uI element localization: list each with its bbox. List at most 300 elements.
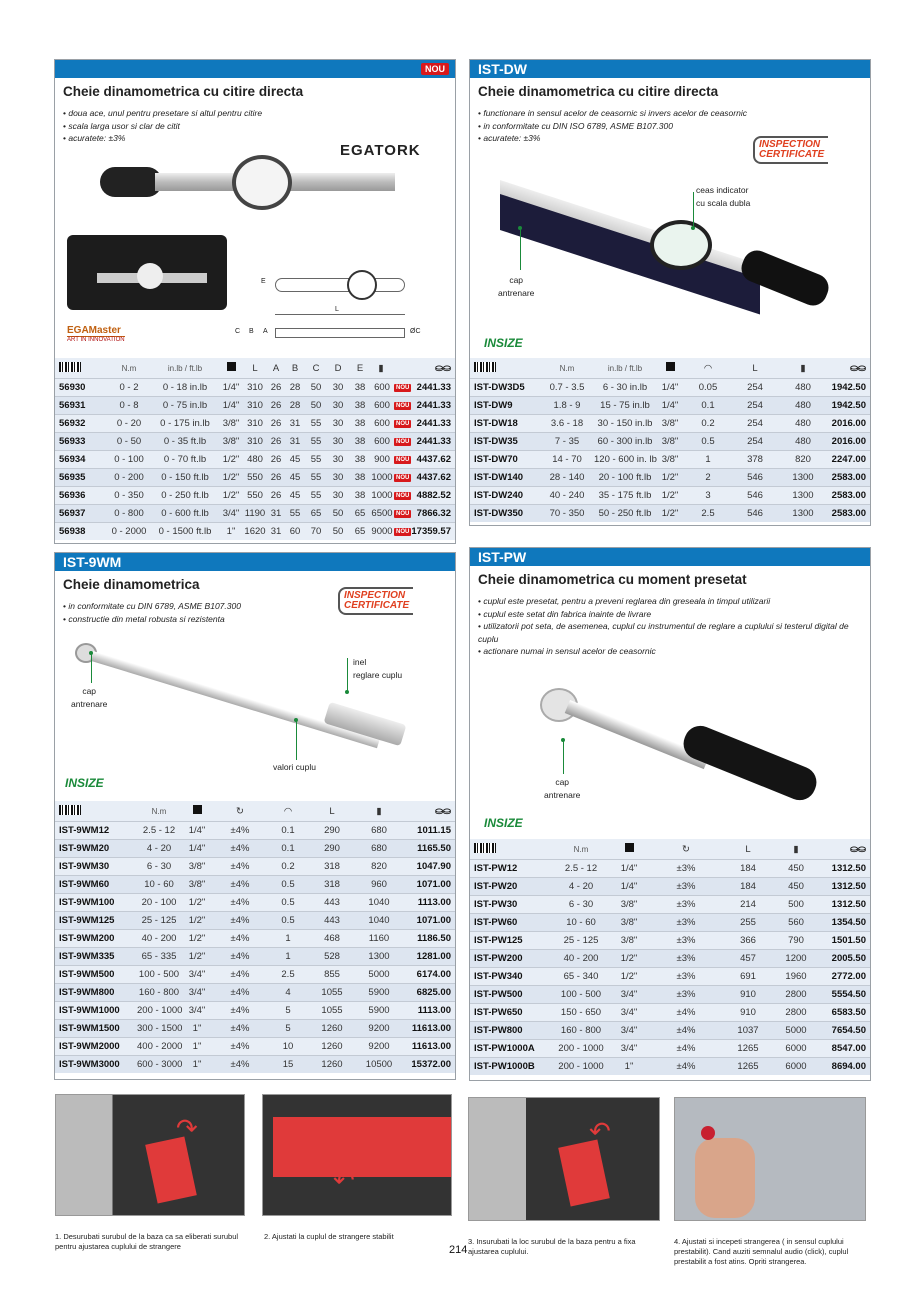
table-row: [55, 1055, 455, 1073]
cell-inlb: 50 - 250 ft.lb: [598, 508, 652, 519]
barcode-icon: [474, 843, 496, 853]
cell-w: 1200: [785, 953, 807, 964]
cell-w: 6000: [785, 1043, 807, 1054]
cell-drive: 1/2": [222, 472, 240, 483]
step-3-caption: 3. Insurubati la loc surubul de la baza pentru a fixa ajustarea cuplului.: [468, 1237, 636, 1256]
cell-code: IST-PW20: [474, 881, 518, 892]
cell-B: 28: [289, 400, 301, 411]
cell-price: 2772.00: [831, 971, 866, 982]
cell-B: 28: [289, 382, 301, 393]
drive-head-callout: cap antrenare: [498, 275, 535, 298]
cell-w: 600: [374, 382, 390, 393]
cell-D: 30: [332, 418, 344, 429]
cell-price: 1312.50: [831, 899, 866, 910]
cell-acc: ±4%: [230, 1041, 250, 1052]
table-row: [470, 1039, 870, 1057]
cell-w: 450: [788, 881, 804, 892]
cell-B: 55: [289, 508, 301, 519]
table-row: [55, 965, 455, 983]
cell-code: 56937: [59, 508, 86, 519]
cell-L: 691: [740, 971, 756, 982]
cell-drive: 3/8": [620, 935, 638, 946]
cell-acc: ±3%: [676, 881, 696, 892]
cell-price: 1047.90: [416, 861, 451, 872]
cell-L: 546: [747, 508, 763, 519]
table-row: [470, 931, 870, 949]
cell-C: 65: [310, 508, 322, 519]
cell-drive: 3/8": [661, 454, 679, 465]
table-row: [470, 913, 870, 931]
barcode-icon: [59, 362, 81, 372]
table-row: [55, 522, 455, 540]
product-title: Cheie dinamometrica cu citire directa: [63, 84, 304, 99]
cell-price: 1501.50: [831, 935, 866, 946]
cell-code: IST-9WM12: [59, 825, 110, 836]
nou-badge: NOU: [396, 402, 410, 409]
feature-item: • acuratete: ±3%: [478, 132, 862, 145]
cell-C: 55: [310, 472, 322, 483]
cell-C: 70: [310, 526, 322, 537]
cell-drive: 3/4": [620, 989, 638, 1000]
cell-drive: 3/8": [620, 917, 638, 928]
cell-code: IST-PW125: [474, 935, 523, 946]
cell-drive: 3/4": [188, 987, 206, 998]
table-row: [470, 949, 870, 967]
table-row: [55, 396, 455, 414]
cell-price: 8694.00: [831, 1061, 866, 1072]
cell-code: IST-9WM125: [59, 915, 115, 926]
cell-nm: 100 - 500: [138, 969, 180, 980]
cell-drive: 1/2": [188, 951, 206, 962]
cell-price: 4437.62: [416, 454, 451, 465]
cell-A: 26: [270, 418, 282, 429]
cell-L: 310: [247, 418, 263, 429]
cell-w: 1000: [371, 472, 393, 483]
inspection-certificate-logo: INSPECTION CERTIFICATE: [753, 136, 828, 164]
cell-nm: 10 - 60: [144, 879, 174, 890]
cell-acc: ±3%: [676, 899, 696, 910]
cell-C: 50: [310, 382, 322, 393]
cell-price: 1942.50: [831, 382, 866, 393]
table-row: [470, 432, 870, 450]
cell-price: 17359.57: [411, 526, 451, 537]
cell-div: 0.5: [281, 897, 295, 908]
rotate-arrow-icon: ↶: [589, 1116, 611, 1146]
cell-D: 50: [332, 526, 344, 537]
table-row: [55, 504, 455, 522]
ist-pw-spec-table: [470, 839, 870, 1075]
torque-nm-icon: N.m: [573, 844, 589, 854]
cell-nm: 200 - 1000: [558, 1061, 604, 1072]
cell-inlb: 120 - 600 in. lb: [594, 454, 657, 465]
cell-code: IST-DW9: [474, 400, 513, 411]
cell-price: 2441.33: [416, 418, 451, 429]
accuracy-icon: ↻: [236, 805, 244, 817]
cell-E: 65: [354, 526, 366, 537]
cell-code: IST-PW200: [474, 953, 523, 964]
cell-drive: 1/4": [188, 825, 206, 836]
cell-div: 15: [282, 1059, 294, 1070]
panel-header: IST-9WM: [55, 553, 455, 571]
cell-D: 30: [332, 490, 344, 501]
cell-drive: 1/4": [661, 400, 679, 411]
cell-L: 910: [740, 989, 756, 1000]
cell-w: 1300: [792, 508, 814, 519]
feature-item: • functionare in sensul acelor de ceasornic si invers acelor de ceasornic: [478, 107, 862, 120]
torque-nm-icon: N.m: [559, 363, 575, 373]
cell-nm: 300 - 1500: [137, 1023, 183, 1034]
egamaster-logo: EGAMaster ART IN INNOVATION: [67, 325, 125, 343]
cell-w: 680: [371, 843, 387, 854]
table-row: [55, 875, 455, 893]
cell-D: 30: [332, 472, 344, 483]
cell-code: IST-PW650: [474, 1007, 523, 1018]
cell-code: 56938: [59, 526, 86, 537]
cell-B: 45: [289, 454, 301, 465]
carry-case-image: [67, 235, 227, 310]
cell-L: 1620: [244, 526, 266, 537]
cell-drive: 1/2": [188, 933, 206, 944]
cell-w: 1300: [792, 472, 814, 483]
nou-badge: NOU: [396, 438, 410, 445]
cell-nm: 400 - 2000: [137, 1041, 183, 1052]
cell-A: 26: [270, 490, 282, 501]
cell-code: 56934: [59, 454, 86, 465]
cell-drive: 1": [192, 1059, 202, 1070]
cell-drive: 1/2": [661, 490, 679, 501]
cell-code: IST-9WM60: [59, 879, 110, 890]
cell-w: 480: [795, 382, 811, 393]
cell-C: 55: [310, 490, 322, 501]
gauge-icon: ◠: [703, 362, 713, 374]
cell-w: 480: [795, 400, 811, 411]
cell-acc: ±4%: [230, 1059, 250, 1070]
cell-L: 550: [247, 472, 263, 483]
cell-inlb: 0 - 600 ft.lb: [161, 508, 209, 519]
cell-L: 366: [740, 935, 756, 946]
table-row: [55, 450, 455, 468]
cell-inlb: 35 - 175 ft.lb: [598, 490, 652, 501]
cell-code: IST-DW70: [474, 454, 518, 465]
cell-price: 1312.50: [831, 863, 866, 874]
cell-w: 1040: [368, 897, 390, 908]
cell-div: 2.5: [701, 508, 715, 519]
cell-drive: 3/8": [188, 861, 206, 872]
cell-inlb: 0 - 35 ft.lb: [163, 436, 207, 447]
cell-nm: 28 - 140: [549, 472, 585, 483]
table-row: [55, 893, 455, 911]
cell-drive: 1/2": [661, 508, 679, 519]
cell-L: 443: [324, 915, 340, 926]
insize-logo: INSIZE: [484, 336, 523, 350]
cell-code: IST-DW240: [474, 490, 524, 501]
drive-head-callout: cap antrenare: [544, 777, 581, 800]
table-row: [55, 947, 455, 965]
cell-A: 26: [270, 454, 282, 465]
torque-nm-icon: N.m: [121, 363, 137, 373]
cell-L: 310: [247, 382, 263, 393]
cell-code: IST-DW350: [474, 508, 524, 519]
cell-C: 55: [310, 418, 322, 429]
cell-nm: 70 - 350: [549, 508, 585, 519]
cell-L: 480: [247, 454, 263, 465]
cell-A: 26: [270, 400, 282, 411]
cell-nm: 0 - 100: [114, 454, 144, 465]
dial-wrench-image: [500, 180, 830, 300]
cell-w: 2800: [785, 1007, 807, 1018]
cell-div: 0.2: [281, 861, 295, 872]
cell-nm: 20 - 100: [141, 897, 177, 908]
cell-L: 1260: [321, 1041, 343, 1052]
cell-w: 450: [788, 863, 804, 874]
square-drive-icon: [666, 362, 675, 371]
cell-code: 56935: [59, 472, 86, 483]
cell-nm: 1.8 - 9: [553, 400, 581, 411]
cell-nm: 4 - 20: [568, 881, 594, 892]
cell-inlb: 0 - 250 ft.lb: [161, 490, 209, 501]
cell-div: 1: [705, 454, 711, 465]
cell-acc: ±4%: [230, 897, 250, 908]
cell-div: 3: [705, 490, 711, 501]
cell-code: IST-DW140: [474, 472, 524, 483]
cell-code: IST-9WM335: [59, 951, 115, 962]
step-2-photo: [262, 1094, 452, 1216]
table-row: [470, 877, 870, 895]
cell-div: 0.1: [281, 843, 295, 854]
cell-w: 480: [795, 418, 811, 429]
cell-L: 214: [740, 899, 756, 910]
cell-nm: 100 - 500: [560, 989, 602, 1000]
torque-inlb-icon: in.lb / ft.lb: [607, 363, 643, 373]
cell-price: 2583.00: [831, 490, 866, 501]
cell-price: 2441.33: [416, 436, 451, 447]
cell-price: 7866.32: [416, 508, 451, 519]
ist-pw-panel: [469, 547, 871, 1081]
cell-L: 910: [740, 1007, 756, 1018]
cell-L: 550: [247, 490, 263, 501]
nou-badge: NOU: [396, 492, 410, 499]
cell-price: 11613.00: [411, 1023, 451, 1034]
cell-drive: 3/8": [620, 899, 638, 910]
cell-code: IST-PW340: [474, 971, 523, 982]
cell-w: 1040: [368, 915, 390, 926]
barcode-icon: [59, 805, 81, 815]
cell-w: 1000: [371, 490, 393, 501]
cell-L: 310: [247, 436, 263, 447]
panel-header: IST-PW: [470, 548, 870, 566]
page-number: 214: [449, 1244, 468, 1256]
cell-nm: 0.7 - 3.5: [549, 382, 585, 393]
cell-acc: ±3%: [676, 989, 696, 1000]
cell-inlb: 30 - 150 in.lb: [597, 418, 653, 429]
cell-drive: 1/2": [222, 490, 240, 501]
rotate-arrow-icon: ↷: [176, 1113, 198, 1143]
cell-price: 6583.50: [831, 1007, 866, 1018]
feature-item: • cuplul este setat din fabrica inainte de livrare: [478, 608, 862, 621]
cell-w: 6500: [371, 508, 393, 519]
cell-price: 6174.00: [416, 969, 451, 980]
gauge-icon: ◠: [283, 805, 293, 817]
cell-drive: 3/4": [620, 1007, 638, 1018]
cell-acc: ±4%: [230, 825, 250, 836]
cell-drive: 1/2": [620, 971, 638, 982]
table-header: N.m ↻ L ▮ ⛀⛀: [470, 839, 870, 859]
cell-drive: 1": [226, 526, 236, 537]
price-icon: ⛀⛀: [850, 362, 866, 374]
cell-acc: ±3%: [676, 953, 696, 964]
cell-code: IST-9WM800: [59, 987, 115, 998]
cell-drive: 3/4": [188, 1005, 206, 1016]
table-row: [55, 839, 455, 857]
feature-item: • constructie din metal robusta si rezistenta: [63, 613, 447, 626]
cell-L: 254: [747, 418, 763, 429]
feature-item: • doua ace, unul pentru presetare si altul pentru citire: [63, 107, 447, 120]
cell-code: IST-9WM200: [59, 933, 115, 944]
cell-div: 1: [285, 951, 291, 962]
cell-w: 2800: [785, 989, 807, 1000]
cell-drive: 3/8": [222, 436, 240, 447]
price-icon: ⛀⛀: [435, 362, 451, 374]
cell-price: 1281.00: [416, 951, 451, 962]
cell-price: 2247.00: [831, 454, 866, 465]
table-row: [55, 432, 455, 450]
cell-w: 500: [788, 899, 804, 910]
cell-D: 30: [332, 436, 344, 447]
cell-drive: 3/8": [661, 418, 679, 429]
cell-nm: 65 - 335: [141, 951, 177, 962]
cell-price: 2016.00: [831, 436, 866, 447]
cell-acc: ±3%: [676, 935, 696, 946]
cell-div: 4: [285, 987, 291, 998]
cell-L: 290: [324, 825, 340, 836]
cell-L: 1055: [321, 1005, 343, 1016]
cell-code: IST-9WM500: [59, 969, 115, 980]
cell-div: 1: [285, 933, 291, 944]
cell-w: 5900: [368, 987, 390, 998]
cell-drive: 3/8": [222, 418, 240, 429]
cell-L: 1265: [737, 1061, 759, 1072]
torque-inlb-icon: in.lb / ft.lb: [167, 363, 203, 373]
cell-price: 6825.00: [416, 987, 451, 998]
accuracy-icon: ↻: [682, 843, 690, 855]
cell-nm: 0 - 50: [116, 436, 142, 447]
cell-L: 290: [324, 843, 340, 854]
feature-item: • scala larga usor si clar de citit: [63, 120, 447, 133]
cell-L: 443: [324, 897, 340, 908]
cell-acc: ±4%: [230, 1023, 250, 1034]
cell-div: 0.05: [698, 382, 718, 393]
cell-C: 55: [310, 454, 322, 465]
cell-w: 560: [788, 917, 804, 928]
cell-D: 30: [332, 400, 344, 411]
insize-logo: INSIZE: [484, 816, 523, 830]
cell-price: 2441.33: [416, 400, 451, 411]
cell-w: 480: [795, 436, 811, 447]
insize-logo: INSIZE: [65, 776, 104, 790]
nou-badge: NOU: [421, 63, 449, 75]
cell-drive: 1/4": [222, 382, 240, 393]
cell-E: 38: [354, 382, 366, 393]
cell-w: 5900: [368, 1005, 390, 1016]
step-4-photo: [674, 1097, 866, 1221]
cell-w: 9000: [371, 526, 393, 537]
cell-price: 4437.62: [416, 472, 451, 483]
cell-price: 1071.00: [416, 915, 451, 926]
dial-callout: ceas indicator cu scala dubla: [696, 185, 751, 208]
cell-div: 0.1: [281, 825, 295, 836]
cell-price: 1165.50: [417, 843, 451, 854]
table-header: N.m in.lb / ft.lb L A B C D E ▮ ⛀⛀: [55, 358, 455, 378]
cell-w: 9200: [368, 1023, 390, 1034]
dimension-drawing: L C B A ØC E: [235, 270, 445, 350]
cell-L: 855: [324, 969, 340, 980]
table-row: [470, 396, 870, 414]
feature-list: [55, 103, 455, 145]
cell-nm: 160 - 800: [560, 1025, 602, 1036]
cell-code: IST-9WM1000: [59, 1005, 120, 1016]
ist-9wm-spec-table: [55, 801, 455, 1073]
cell-inlb: 60 - 300 in.lb: [597, 436, 653, 447]
cell-A: 31: [270, 508, 282, 519]
step-1-photo: [55, 1094, 245, 1216]
feature-item: • in conformitate cu DIN ISO 6789, ASME B107.300: [478, 120, 862, 133]
table-row: [55, 486, 455, 504]
cell-nm: 0 - 200: [114, 472, 144, 483]
cell-nm: 200 - 1000: [558, 1043, 604, 1054]
cell-price: 1354.50: [831, 917, 866, 928]
torque-nm-icon: N.m: [151, 806, 167, 816]
cell-inlb: 0 - 70 ft.lb: [163, 454, 207, 465]
cell-code: IST-DW35: [474, 436, 518, 447]
cell-w: 680: [371, 825, 387, 836]
cell-L: 546: [747, 490, 763, 501]
step-1-caption: 1. Desurubati surubul de la baza ca sa eliberati surubul pentru ajustarea cuplului de strangere: [55, 1232, 239, 1251]
table-row: [470, 414, 870, 432]
cell-code: IST-9WM2000: [59, 1041, 120, 1052]
cell-price: 1113.00: [417, 1005, 451, 1016]
cell-E: 38: [354, 418, 366, 429]
ist-dw-spec-table: [470, 358, 870, 522]
cell-code: IST-PW1000A: [474, 1043, 535, 1054]
cell-code: IST-PW1000B: [474, 1061, 535, 1072]
cell-A: 26: [270, 436, 282, 447]
square-drive-icon: [227, 362, 236, 371]
drive-head-callout: cap antrenare: [71, 686, 108, 709]
cell-price: 2016.00: [831, 418, 866, 429]
cell-C: 50: [310, 400, 322, 411]
cell-inlb: 0 - 175 in.lb: [160, 418, 210, 429]
cell-acc: ±4%: [230, 969, 250, 980]
table-row: [470, 859, 870, 877]
square-drive-icon: [625, 843, 634, 852]
cell-nm: 160 - 800: [138, 987, 180, 998]
feature-item: • in conformitate cu DIN 6789, ASME B107.300: [63, 600, 447, 613]
cell-B: 31: [289, 418, 301, 429]
table-row: [55, 1001, 455, 1019]
table-row: [55, 857, 455, 875]
cell-drive: 3/4": [620, 1043, 638, 1054]
feature-item: • utilizatorii pot seta, de asemenea, cuplul cu instrumentul de reglare a cuplului si testerul digital de cuplu: [478, 620, 862, 645]
table-row: [55, 983, 455, 1001]
cell-nm: 0 - 20: [116, 418, 142, 429]
cell-drive: 1/4": [620, 863, 638, 874]
cell-w: 10500: [365, 1059, 393, 1070]
cell-drive: 1": [192, 1041, 202, 1052]
cell-drive: 1/2": [188, 915, 206, 926]
cell-drive: 1/4": [661, 382, 679, 393]
table-row: [470, 967, 870, 985]
cell-L: 1265: [737, 1043, 759, 1054]
